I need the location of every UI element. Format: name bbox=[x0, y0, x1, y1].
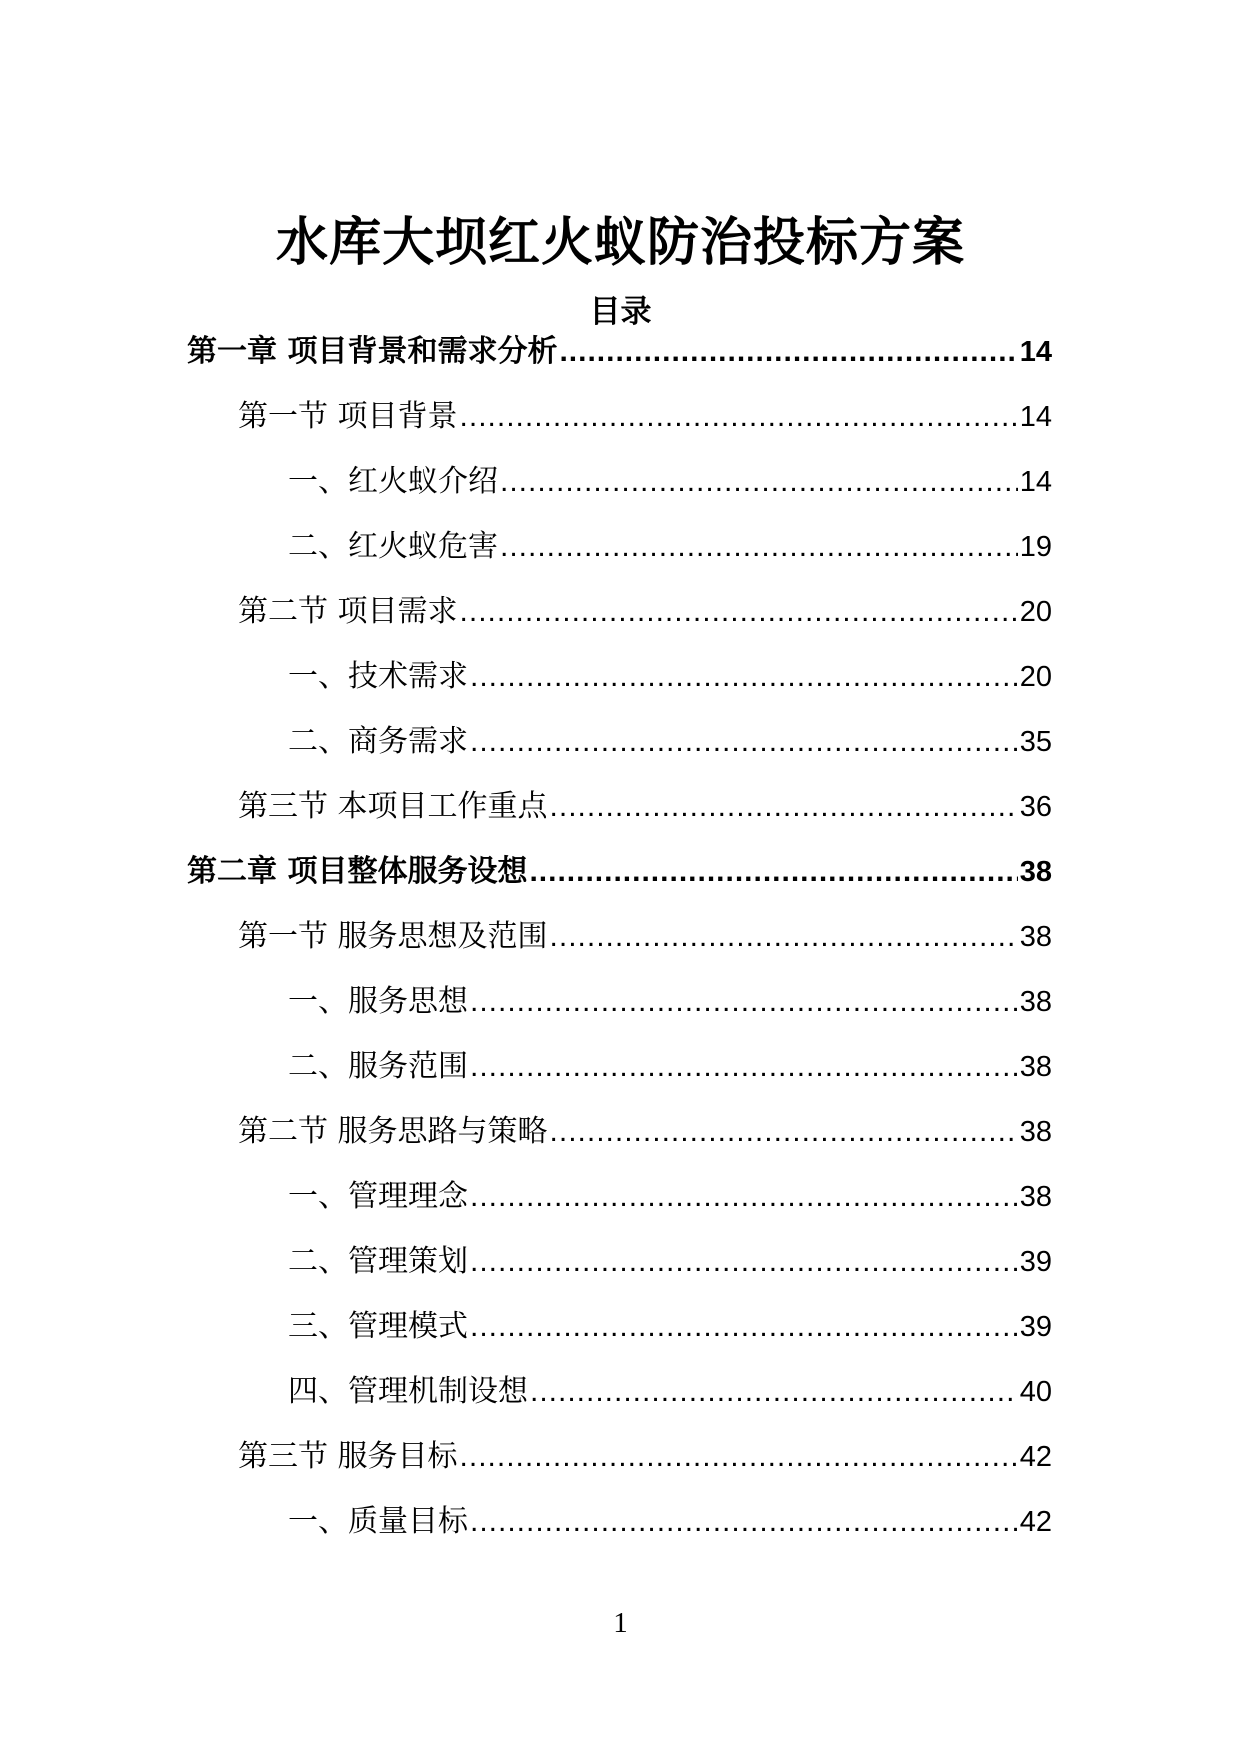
document-title: 水库大坝红火蚁防治投标方案 bbox=[275, 212, 965, 273]
toc-dot-leader bbox=[460, 389, 1018, 445]
toc-dot-leader bbox=[470, 1299, 1018, 1355]
toc-entry-title: 第三节 本项目工作重点 bbox=[238, 789, 548, 824]
toc-dot-leader bbox=[470, 649, 1018, 705]
toc-dot-leader bbox=[550, 909, 1018, 965]
toc-subsection-entry[interactable] bbox=[187, 714, 1052, 779]
toc-section-entry[interactable] bbox=[187, 779, 1052, 844]
toc-entry-title: 第一节 项目背景 bbox=[238, 399, 458, 434]
toc-entry-title: 二、服务范围 bbox=[288, 1049, 468, 1084]
toc-entry-page: 38 bbox=[1019, 856, 1052, 888]
toc-entry-title: 二、红火蚁危害 bbox=[288, 529, 498, 564]
toc-subsection-entry[interactable] bbox=[187, 1494, 1052, 1559]
toc-section-entry[interactable] bbox=[187, 909, 1052, 974]
toc-dot-leader bbox=[470, 714, 1018, 770]
toc-dot-leader bbox=[559, 324, 1017, 380]
toc-entry-title: 一、质量目标 bbox=[288, 1504, 468, 1539]
toc-section-entry[interactable] bbox=[187, 1429, 1052, 1494]
toc-entry-title: 第一章 项目背景和需求分析 bbox=[187, 334, 558, 369]
toc-subsection-entry[interactable] bbox=[187, 1299, 1052, 1364]
toc-dot-leader bbox=[529, 844, 1017, 900]
toc-dot-leader bbox=[500, 519, 1018, 575]
toc-entry-title: 一、技术需求 bbox=[288, 659, 468, 694]
toc-entry-title: 二、管理策划 bbox=[288, 1244, 468, 1279]
toc-dot-leader bbox=[470, 1169, 1018, 1225]
toc-entry-title: 四、管理机制设想 bbox=[288, 1374, 528, 1409]
toc-entry-page: 38 bbox=[1019, 1181, 1052, 1213]
toc-dot-leader bbox=[470, 1494, 1018, 1550]
toc-chapter-entry[interactable] bbox=[187, 324, 1052, 389]
toc-entry-title: 第二节 服务思路与策略 bbox=[238, 1114, 548, 1149]
toc-dot-leader bbox=[460, 1429, 1018, 1485]
toc-subsection-entry[interactable] bbox=[187, 1169, 1052, 1234]
toc-entry-title: 三、管理模式 bbox=[288, 1309, 468, 1344]
toc-section-entry[interactable] bbox=[187, 389, 1052, 454]
toc-section-entry[interactable] bbox=[187, 1104, 1052, 1169]
toc-entry-title: 二、商务需求 bbox=[288, 724, 468, 759]
toc-entry-page: 40 bbox=[1019, 1376, 1052, 1408]
page-number: 1 bbox=[613, 1607, 628, 1639]
toc-entry-title: 第二章 项目整体服务设想 bbox=[187, 854, 528, 889]
toc-subsection-entry[interactable] bbox=[187, 649, 1052, 714]
toc-entry-page: 14 bbox=[1019, 336, 1052, 368]
toc-subsection-entry[interactable] bbox=[187, 1364, 1052, 1429]
toc-dot-leader bbox=[470, 974, 1018, 1030]
toc-entry-title: 一、红火蚁介绍 bbox=[288, 464, 498, 499]
toc-entry-page: 39 bbox=[1019, 1311, 1052, 1343]
toc-dot-leader bbox=[470, 1234, 1018, 1290]
toc-entry-title: 第三节 服务目标 bbox=[238, 1439, 458, 1474]
toc-chapter-entry[interactable] bbox=[187, 844, 1052, 909]
toc-entry-title: 第一节 服务思想及范围 bbox=[238, 919, 548, 954]
toc-subsection-entry[interactable] bbox=[187, 519, 1052, 584]
toc-subsection-entry[interactable] bbox=[187, 974, 1052, 1039]
toc-dot-leader bbox=[530, 1364, 1018, 1420]
toc-entry-page: 36 bbox=[1019, 791, 1052, 823]
toc-entry-page: 38 bbox=[1019, 921, 1052, 953]
toc-entry-page: 42 bbox=[1019, 1441, 1052, 1473]
toc-entry-page: 19 bbox=[1019, 531, 1052, 563]
toc-dot-leader bbox=[460, 584, 1018, 640]
toc-subsection-entry[interactable] bbox=[187, 1234, 1052, 1299]
toc-entry-title: 一、管理理念 bbox=[288, 1179, 468, 1214]
toc-heading: 目录 bbox=[589, 293, 652, 330]
toc-entry-page: 20 bbox=[1019, 661, 1052, 693]
toc-entry-title: 一、服务思想 bbox=[288, 984, 468, 1019]
toc-entry-page: 38 bbox=[1019, 986, 1052, 1018]
toc-entry-page: 39 bbox=[1019, 1246, 1052, 1278]
toc-entry-page: 14 bbox=[1019, 401, 1052, 433]
toc-entry-page: 38 bbox=[1019, 1116, 1052, 1148]
toc-entry-page: 35 bbox=[1019, 726, 1052, 758]
toc-dot-leader bbox=[500, 454, 1018, 510]
toc-entry-page: 14 bbox=[1019, 466, 1052, 498]
toc-dot-leader bbox=[470, 1039, 1018, 1095]
toc-subsection-entry[interactable] bbox=[187, 454, 1052, 519]
toc-entry-page: 38 bbox=[1019, 1051, 1052, 1083]
toc-entry-title: 第二节 项目需求 bbox=[238, 594, 458, 629]
toc-dot-leader bbox=[550, 779, 1018, 835]
toc-subsection-entry[interactable] bbox=[187, 1039, 1052, 1104]
toc-dot-leader bbox=[550, 1104, 1018, 1160]
table-of-contents bbox=[187, 324, 1052, 1559]
toc-entry-page: 42 bbox=[1019, 1506, 1052, 1538]
toc-entry-page: 20 bbox=[1019, 596, 1052, 628]
toc-section-entry[interactable] bbox=[187, 584, 1052, 649]
